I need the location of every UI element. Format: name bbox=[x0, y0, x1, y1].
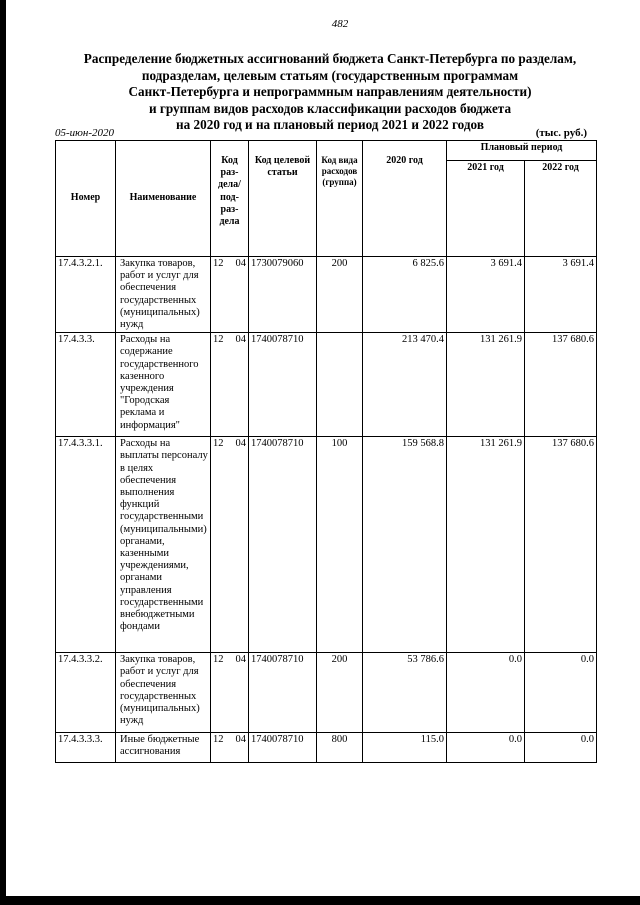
row-name: Закупка товаров, работ и услуг для обеспечения государственных (муниципальных) нужд bbox=[116, 257, 211, 333]
header-2021: 2021 год bbox=[447, 161, 525, 257]
section: 12 bbox=[213, 334, 224, 346]
title-line: подразделам, целевым статьям (государственным программам bbox=[141, 67, 519, 83]
row-expense-code: 100 bbox=[317, 437, 363, 653]
row-number: 17.4.3.3.1. bbox=[56, 437, 116, 653]
row-2021: 131 261.9 bbox=[447, 333, 525, 437]
row-name: Закупка товаров, работ и услуг для обеспечения государственных (муниципальных) нужд bbox=[116, 653, 211, 733]
page-number: 482 bbox=[331, 18, 349, 30]
row-2021: 0.0 bbox=[447, 653, 525, 733]
row-section-code bbox=[211, 333, 249, 437]
subsection: 04 bbox=[235, 258, 246, 269]
scan-edge-left bbox=[0, 0, 6, 905]
section: 12 bbox=[213, 258, 224, 269]
row-2020: 159 568.8 bbox=[363, 437, 447, 653]
row-2022: 137 680.6 bbox=[525, 333, 597, 437]
row-number: 17.4.3.3.3. bbox=[56, 733, 116, 763]
row-section-code bbox=[211, 653, 249, 733]
row-section-code bbox=[211, 257, 249, 333]
subsection: 04 bbox=[235, 438, 246, 450]
subsection: 04 bbox=[235, 654, 246, 666]
header-section-code: Код раз- дела/ под- раз- дела bbox=[211, 141, 249, 257]
section: 12 bbox=[213, 734, 224, 746]
row-section-code bbox=[211, 437, 249, 653]
title-line: и группам видов расходов классификации расходов бюджета bbox=[148, 100, 512, 116]
title-line: Распределение бюджетных ассигнований бюджета Санкт-Петербурга по разделам, bbox=[83, 51, 577, 66]
row-2020: 213 470.4 bbox=[363, 333, 447, 437]
row-target-code: 1740078710 bbox=[249, 333, 317, 437]
table-row bbox=[56, 257, 597, 333]
header-target-code: Код целевой статьи bbox=[249, 141, 317, 257]
header-expense-code: Код вида расходов (группа) bbox=[317, 141, 363, 257]
header-2022: 2022 год bbox=[525, 161, 597, 257]
document-title bbox=[40, 51, 620, 134]
scan-edge-bottom bbox=[0, 896, 640, 905]
row-section-code bbox=[211, 733, 249, 763]
title-line: Санкт-Петербурга и непрограммным направлениям деятельности) bbox=[128, 84, 532, 99]
budget-table bbox=[55, 140, 597, 763]
row-2022: 137 680.6 bbox=[525, 437, 597, 653]
row-target-code: 1730079060 bbox=[249, 257, 317, 333]
section: 12 bbox=[213, 438, 224, 450]
row-name: Иные бюджетные ассигнования bbox=[116, 733, 211, 763]
subsection: 04 bbox=[235, 734, 246, 746]
header-planned-period: Плановый период bbox=[447, 141, 597, 161]
row-target-code: 1740078710 bbox=[249, 437, 317, 653]
row-2021: 0.0 bbox=[447, 733, 525, 763]
header-number: Номер bbox=[56, 141, 116, 257]
row-number: 17.4.3.3. bbox=[56, 333, 116, 437]
table-row bbox=[56, 733, 597, 763]
table-row bbox=[56, 333, 597, 437]
row-expense-code: 200 bbox=[317, 257, 363, 333]
row-2022: 0.0 bbox=[525, 733, 597, 763]
row-2022: 0.0 bbox=[525, 653, 597, 733]
row-name: Расходы на содержание государственного казенного учреждения "Городская реклама и информация" bbox=[116, 333, 211, 437]
row-number: 17.4.3.2.1. bbox=[56, 257, 116, 333]
document-date: 05-июн-2020 bbox=[55, 127, 115, 139]
table-row bbox=[56, 653, 597, 733]
row-number: 17.4.3.3.2. bbox=[56, 653, 116, 733]
row-2021: 131 261.9 bbox=[447, 437, 525, 653]
row-expense-code: 200 bbox=[317, 653, 363, 733]
subsection: 04 bbox=[235, 334, 246, 346]
row-target-code: 1740078710 bbox=[249, 653, 317, 733]
units-label: (тыс. руб.) bbox=[535, 127, 587, 139]
row-2020: 6 825.6 bbox=[363, 257, 447, 333]
row-2020: 53 786.6 bbox=[363, 653, 447, 733]
title-line: на 2020 год и на плановый период 2021 и 2022 годов bbox=[176, 117, 484, 132]
row-expense-code: 800 bbox=[317, 733, 363, 763]
header-name: Наименование bbox=[116, 141, 211, 257]
row-target-code: 1740078710 bbox=[249, 733, 317, 763]
row-name: Расходы на выплаты персоналу в целях обеспечения выполнения функций государственными (муниципальными) органами, казенными учреждениями, органами управления государственными внебюджетными фондами bbox=[116, 437, 211, 653]
section: 12 bbox=[213, 654, 224, 666]
header-2020: 2020 год bbox=[363, 141, 447, 257]
row-2021: 3 691.4 bbox=[447, 257, 525, 333]
row-2020: 115.0 bbox=[363, 733, 447, 763]
row-expense-code bbox=[317, 333, 363, 437]
table-row bbox=[56, 437, 597, 653]
row-2022: 3 691.4 bbox=[525, 257, 597, 333]
